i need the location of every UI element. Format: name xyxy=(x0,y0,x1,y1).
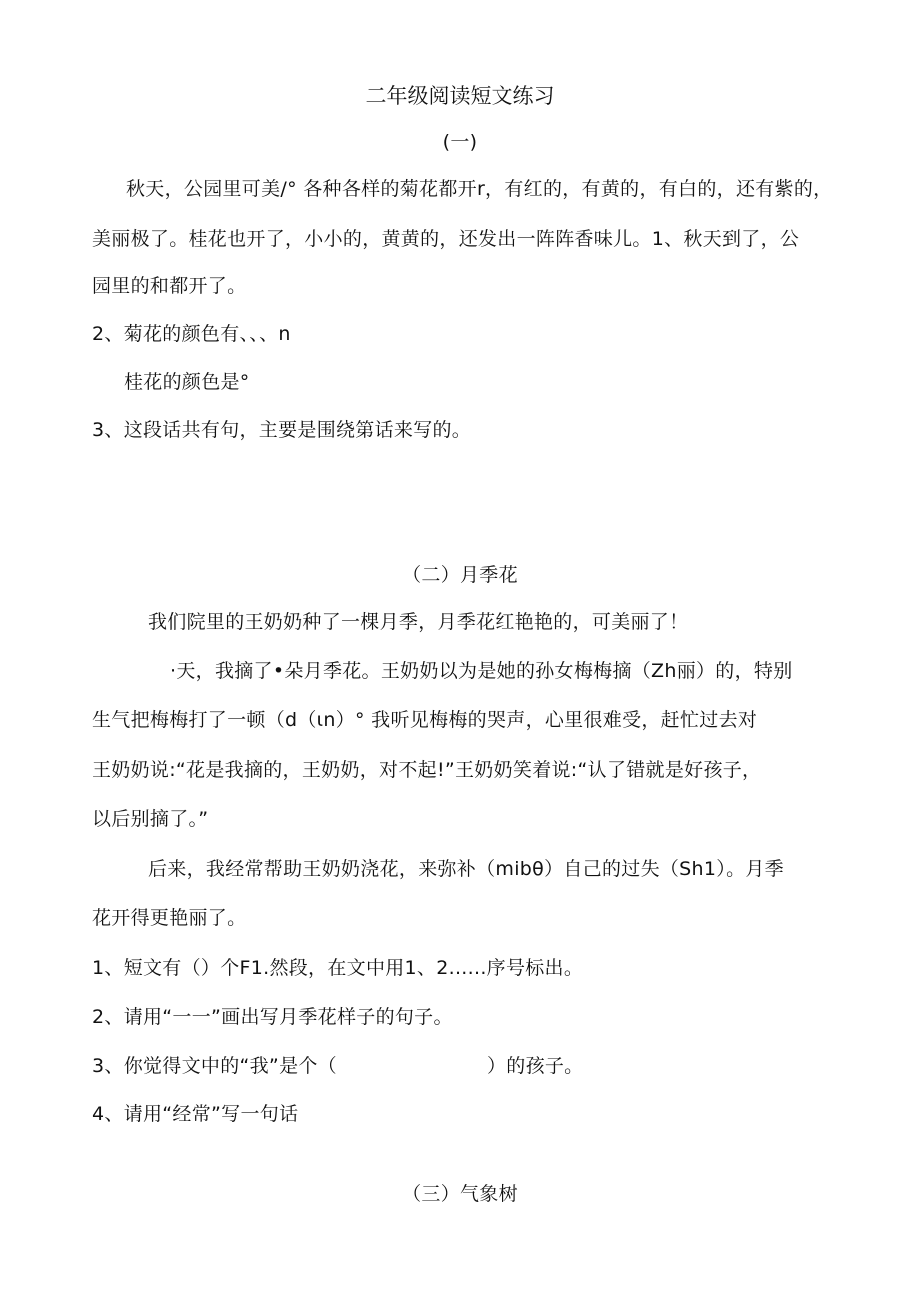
section-2-heading: （二）月季花 xyxy=(402,564,518,586)
section-2-question-3-end: ）的孩子。 xyxy=(486,1055,584,1077)
section-1-question-2b: 桂花的颜色是° xyxy=(124,371,250,393)
section-2-passage-line-2: ·天，我摘了•朵月季花。王奶奶以为是她的孙女梅梅摘（Zh丽）的，特别 xyxy=(170,660,793,682)
section-2-question-2: 2、请用“一一”画出写月季花样子的句子。 xyxy=(92,1006,453,1028)
section-1-question-2: 2、菊花的颜色有、、、n xyxy=(92,323,291,345)
section-1-passage-line-2: 美丽极了。桂花也开了，小小的，黄黄的，还发出一阵阵香味儿。1、秋天到了，公 xyxy=(92,228,800,250)
section-2-passage-line-5: 以后别摘了。” xyxy=(92,808,209,830)
section-2-question-4: 4、请用“经常”写一句话 xyxy=(92,1103,299,1125)
section-1-passage-line-1: 秋天，公园里可美/° 各种各样的菊花都开r，有红的，有黄的，有白的，还有紫的， xyxy=(126,178,833,200)
section-2-passage-line-3: 生气把梅梅打了一顿（d（ιn）° 我听见梅梅的哭声，心里很难受，赶忙过去对 xyxy=(92,709,758,731)
section-2-question-1: 1、短文有（）个F1.然段，在文中用1、2......序号标出。 xyxy=(92,957,584,979)
section-2-passage-line-1: 我们院里的王奶奶种了一棵月季，月季花红艳艳的，可美丽了！ xyxy=(148,611,689,633)
section-1-heading: (一) xyxy=(442,131,478,153)
section-2-passage-line-7: 花开得更艳丽了。 xyxy=(92,907,247,929)
section-2-passage-line-6: 后来，我经常帮助王奶奶浇花，来弥补（mibθ）自己的过失（Sh1）。月季 xyxy=(148,858,784,880)
section-3-heading: （三）气象树 xyxy=(402,1183,518,1205)
section-2-question-3-start: 3、你觉得文中的“我”是个（ xyxy=(92,1055,337,1077)
section-2-question-3 xyxy=(92,1052,584,1080)
section-1-question-3: 3、这段话共有句，主要是围绕第话来写的。 xyxy=(92,419,472,441)
section-2-passage-line-4: 王奶奶说:“花是我摘的，王奶奶，对不起!”王奶奶笑着说:“认了错就是好孩子， xyxy=(92,759,762,781)
section-1-passage-line-3: 园里的和都开了。 xyxy=(92,275,247,297)
document-title: 二年级阅读短文练习 xyxy=(365,84,555,108)
